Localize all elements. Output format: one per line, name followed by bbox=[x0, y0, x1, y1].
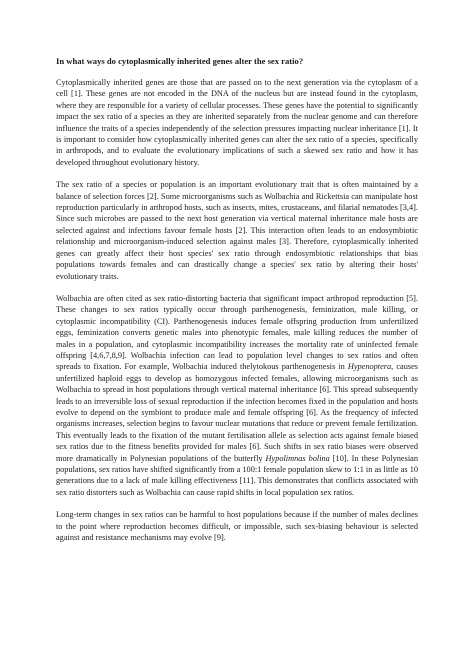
species-name-italic: Hypolimnas bolina bbox=[265, 453, 330, 463]
paragraph-text: [10]. In these Polynesian populations, sex ratios have shifted significantly from a 100:1 female population skew to 1:1 in as little as 10 generations due to a lack of male killing effectiveness [11]. This demonstrates that conflicts associated with sex ratio distorters such as Wolbachia can cause rapid shifts in local population sex ratios. bbox=[56, 453, 418, 497]
paragraph-text: , causes unfertilized haploid eggs to develop as homozygous infected females, allowing microorganisms such as Wolbachia to spread in host populations through vertical maternal inheritance [6]. This spread subsequently leads to an irreversible loss of sexual reproduction if the infection becomes fixed in the population and hosts evolve to depend on the symbiont to produce male and female offspring [6]. As the frequency of infected organisms increases, selection begins to favour nuclear mutations that reduce or prevent female fertilization. This eventually leads to the fixation of the mutant fertilisation allele as selection acts against female biased sex ratios due to the fitness benefits provided for males [6]. Such shifts in sex ratio biases were observed more dramatically in Polynesian populations of the butterfly bbox=[56, 362, 418, 463]
paragraph-intro bbox=[56, 77, 418, 168]
paragraph-text: The sex ratio of a species or population is an important evolutionary trait that is often maintained by a balance of selection forces [2]. Some microorganisms such as Wolbachia and Rickettsia can manipulate host reproduction particularly in arthropod hosts, such as insects, mites, crustaceans, and filarial nematodes [3,4]. Since such microbes are passed to the next host generation via vertical maternal inheritance male hosts are selected against and infections favour female hosts [2]. This interaction often leads to an endosymbiotic relationship and microorganism-induced selection against males [3]. Therefore, cytoplasmically inherited genes can greatly affect their host species' sex ratio through endosymbiotic relationships that bias populations towards females and can drastically change a species' sex ratio by altering their hosts' evolutionary traits. bbox=[56, 180, 418, 281]
paragraph-sex-ratio bbox=[56, 179, 418, 282]
paragraph-long-term bbox=[56, 509, 418, 543]
paragraph-text: Wolbachia are often cited as sex ratio-distorting bacteria that significant impact arthropod reproduction [5]. These changes to sex ratios typically occur through parthenogenesis, feminization, male killing, or cytoplasmic incompatibility (CI). Parthenogenesis induces female offspring production from unfertilized eggs, feminization converts genetic males into phenotypic females, male killing reduces the number of males in a population, and cytoplasmic incompatibility increases the mortality rate of uninfected female offspring [4,6,7,8,9]. Wolbachia infection can lead to population level changes to sex ratios and often spreads to fixation. For example, Wolbachia induced thelytokous parthenogenesis in bbox=[56, 293, 418, 372]
document-title: In what ways do cytoplasmically inherited genes alter the sex ratio? bbox=[56, 56, 304, 66]
paragraph-text: Long-term changes in sex ratios can be harmful to host populations because if the number of males declines to the point where reproduction becomes difficult, or impossible, such sex-biasing behaviour is selected against and resistance mechanisms may evolve [9]. bbox=[56, 510, 418, 543]
paragraph-wolbachia bbox=[56, 293, 418, 498]
paragraph-text: Cytoplasmically inherited genes are those that are passed on to the next generation via the cytoplasm of a cell [1]. These genes are not encoded in the DNA of the nucleus but are instead found in the cytoplasm, where they are responsible for a variety of cellular processes. These genes have the potential to significantly impact the sex ratio of a species as they are inherited separately from the nuclear genome and can therefore influence the traits of a species independently of the selection pressures impacting nuclear inheritance [1]. It is important to consider how cytoplasmically inherited genes can alter the sex ratio of a species, specifically in arthropods, and to evaluate the evolutionary implications of such a skewed sex ratio and how it has developed throughout evolutionary history. bbox=[56, 78, 418, 167]
document-page bbox=[56, 56, 418, 554]
species-name-italic: Hypenoptera bbox=[347, 362, 392, 372]
